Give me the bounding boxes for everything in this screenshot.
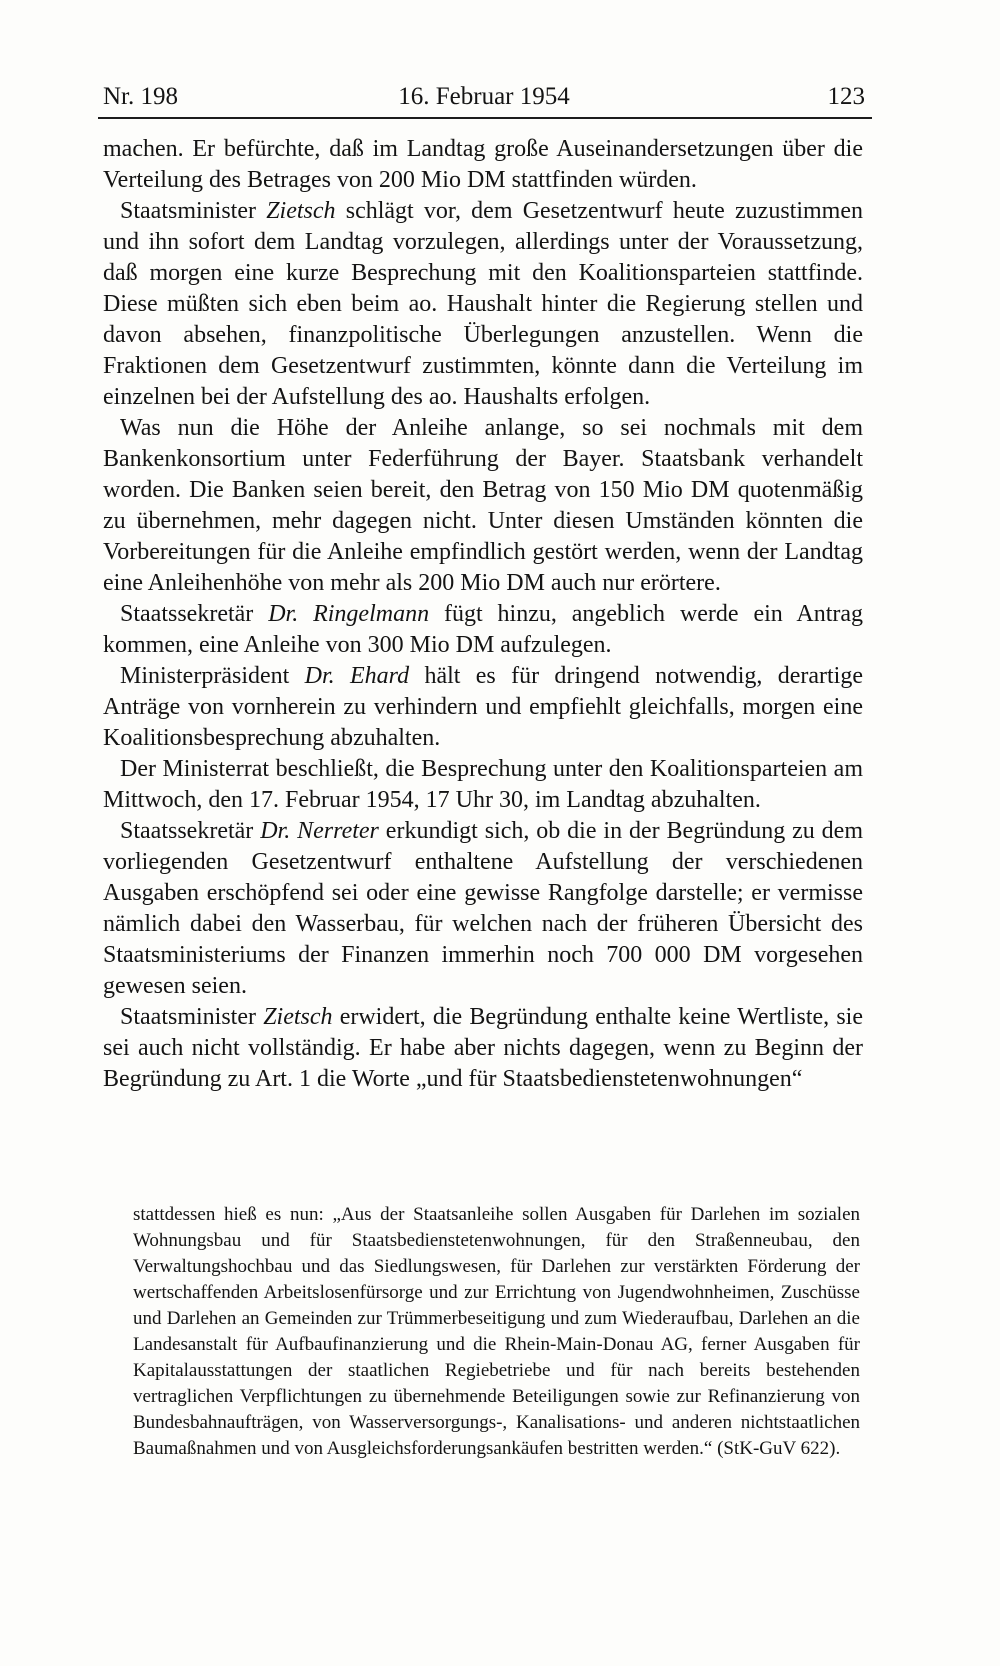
speaker-name: Dr. Ringelmann xyxy=(268,601,430,627)
text-run: Staatssekretär xyxy=(120,601,269,627)
text-run: erwidert, die Begründung enthalte keine Wertliste, sie sei auch nicht vollständig. Er habe aber nichts dagegen, wenn zu Beginn der Begründung zu Art. 1 die Worte „und für Staatsbedienstetenwohnungen“ xyxy=(103,1004,863,1092)
paragraph xyxy=(103,661,863,754)
speaker-name: Zietsch xyxy=(263,1004,333,1030)
paragraph xyxy=(103,816,863,1002)
footnote-text: stattdessen hieß es nun: „Aus der Staatsanleihe sollen Ausgaben für Darlehen im sozialen Wohnungsbau und für Staatsbedienstetenwohnungen, für den Straßenneubau, den Verwaltungshochbau und das Siedlungswesen, für Darlehen zur verstärkten Förderung der wertschaffenden Arbeitslosenfürsorge und zur Errichtung von Jugendwohnheimen, Zuschüsse und Darlehen an Gemeinden zur Trümmerbeseitigung und zum Wiederaufbau, Darlehen an die Landesanstalt für Aufbaufinanzierung und die Rhein-Main-Donau AG, ferner Ausgaben für Kapitalausstattungen der staatlichen Regiebetriebe und für nach bereits bestehenden vertraglichen Verpflichtungen zu übernehmende Beteiligungen sowie zur Refinanzierung von Bundesbahnaufträgen, von Wasserversorgungs-, Kanalisations- und anderen nichtstaatlichen Baumaßnahmen und von Ausgleichsforderungsankäufen bestritten werden.“ (StK-GuV 622). xyxy=(133,1204,860,1459)
paragraph xyxy=(103,196,863,413)
speaker-name: Dr. Ehard xyxy=(304,663,410,689)
text-run: Was nun die Höhe der Anleihe anlange, so sei nochmals mit dem Bankenkonsortium unter Federführung der Bayer. Staatsbank verhandelt worden. Die Banken seien bereit, den Betrag von 150 Mio DM quotenmäßig zu übernehmen, mehr dagegen nicht. Unter diesen Umständen könnten die Vorbereitungen für die Anleihe empfindlich gestört werden, wenn der Landtag eine Anleihenhöhe von mehr als 200 Mio DM auch nur erörtere. xyxy=(103,415,863,596)
header-page-number: 123 xyxy=(827,83,865,110)
header-doc-number: Nr. 198 xyxy=(103,83,178,110)
text-run: Der Ministerrat beschließt, die Besprechung unter den Koalitionsparteien am Mittwoch, den 17. Februar 1954, 17 Uhr 30, im Landtag abzuhalten. xyxy=(103,756,863,813)
footnote-block xyxy=(133,1202,860,1462)
text-run: Staatssekretär xyxy=(120,818,261,844)
paragraph xyxy=(103,1002,863,1095)
text-run: fügt hinzu, angeblich werde ein Antrag kommen, eine Anleihe von 300 Mio DM aufzulegen. xyxy=(103,601,863,658)
text-run: machen. Er befürchte, daß im Landtag große Auseinandersetzungen über die Verteilung des Betrages von 200 Mio DM stattfinden würden. xyxy=(103,136,863,193)
paragraph xyxy=(103,754,863,816)
paragraph xyxy=(103,134,863,196)
page-header xyxy=(103,84,865,110)
header-date: 16. Februar 1954 xyxy=(398,83,570,110)
text-run: schlägt vor, dem Gesetzentwurf heute zuzustimmen und ihn sofort dem Landtag vorzulegen, allerdings unter der Voraussetzung, daß morgen eine kurze Besprechung mit den Koalitionsparteien stattfinde. Diese müßten sich eben beim ao. Haushalt hinter die Regierung stellen und davon absehen, finanzpolitische Überlegungen anzustellen. Wenn die Fraktionen dem Gesetzentwurf zustimmten, könnte dann die Verteilung im einzelnen bei der Aufstellung des ao. Haushalts erfolgen. xyxy=(103,198,863,410)
text-run: Staatsminister xyxy=(120,198,267,224)
body-text xyxy=(103,134,863,1095)
paragraph xyxy=(103,599,863,661)
speaker-name: Zietsch xyxy=(266,198,336,224)
speaker-name: Dr. Nerreter xyxy=(260,818,379,844)
paragraph xyxy=(103,413,863,599)
text-run: erkundigt sich, ob die in der Begründung zu dem vorliegenden Gesetzentwurf enthaltene Aufstellung der verschiedenen Ausgaben erschöpfend sei oder eine gewisse Rangfolge darstelle; er vermisse nämlich dabei den Wasserbau, für welchen nach der früheren Übersicht des Staatsministeriums der Finanzen immerhin noch 700 000 DM vorgesehen gewesen seien. xyxy=(103,818,863,999)
text-run: hält es für dringend notwendig, derartige Anträge von vornherein zu verhindern und empfiehlt gleichfalls, morgen eine Koalitionsbesprechung abzuhalten. xyxy=(103,663,863,751)
header-rule xyxy=(98,117,872,119)
text-run: Ministerpräsident xyxy=(120,663,305,689)
text-run: Staatsminister xyxy=(120,1004,264,1030)
